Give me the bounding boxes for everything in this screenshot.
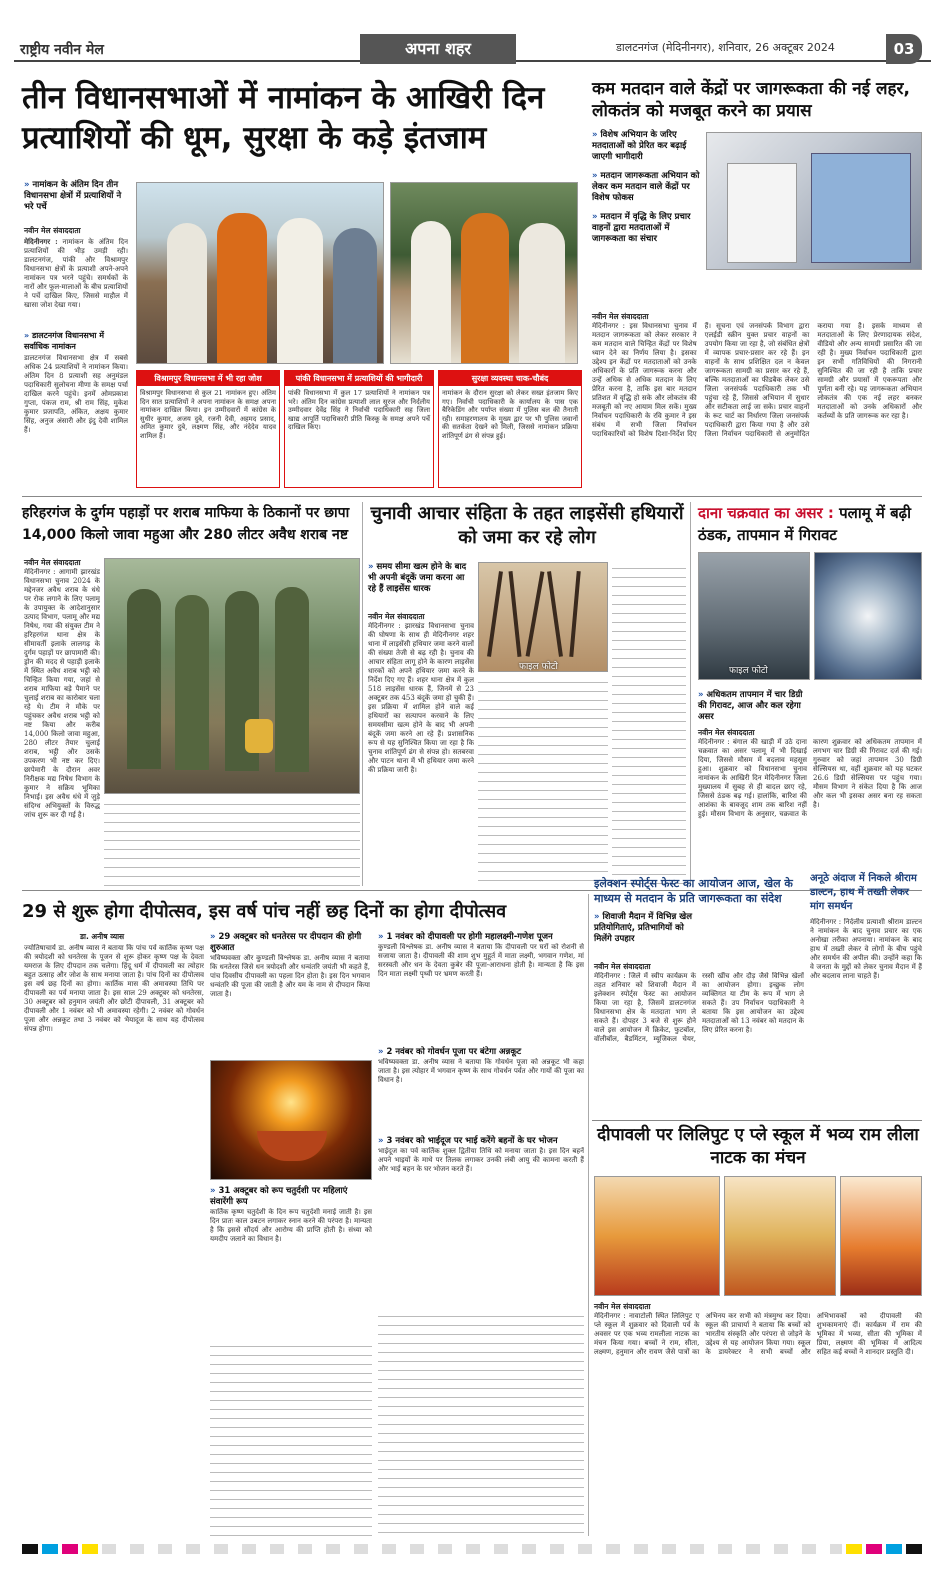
shriram-headline: अनूठे अंदाज में निकले श्रीराम डाल्टन, हाथ में तख्ती लेकर मांग समर्थन — [810, 873, 917, 912]
color-registration-bar — [22, 1544, 922, 1554]
deepotsav-body-3: कुण्डली विश्लेषक डा. अनीष व्यास ने बताया कि दीपावली पर घरों को रोशनी से सजाया जाता है। दीपावली की शाम शुभ मुहूर्त में माता लक्ष्मी, भगवान गणेश, मां सरस्वती और धन के देवता कुबेर की पूजा-आराधना होती है। मान्यता है कि इस दिन माता लक्ष्मी पृथ्वी पर भ्रमण करती हैं। — [378, 943, 584, 978]
liquor-headline: हरिहरगंज के दुर्गम पहाड़ों पर शराब माफिया के ठिकानों पर छापा 14,000 किलो जावा महुआ और 280 लीटर अवैध शराब नष्ट — [22, 505, 350, 543]
sports-body: मेदिनीनगर : जिले में स्वीप कार्यक्रम के तहत शनिवार को शिवाजी मैदान में इलेक्शन स्पोर्ट्स फेस्ट का आयोजन किया जा रहा है, जिसमें डालटनगंज विधानसभा क्षेत्र के मतदाता भाग ले सकते हैं। दोपहर 3 बजे से शुरू होने वाले इस आयोजन में क्रिकेट, फुटबॉल, वॉलीबॉल, बैडमिंटन, म्यूजिकल चेयर, रस्सी खींच और दौड़ जैसे विभिन्न खेलों का आयोजन होगा। इच्छुक लोग व्यक्तिगत या टीम के रूप में भाग ले सकते हैं। उप निर्वाचन पदाधिकारी ने बताया कि इस आयोजन का उद्देश्य मतदाताओं को 13 नवंबर को मतदान के लिए प्रेरित करना है। — [594, 972, 804, 1043]
arms-byline: नवीन मेल संवाददाता — [368, 612, 425, 621]
evm-ballot-unit — [811, 153, 911, 263]
liquor-body-continued — [104, 798, 360, 886]
deepotsav-column-2-continued — [210, 1340, 372, 1536]
lilliput-byline: नवीन मेल संवाददाता — [594, 1302, 651, 1311]
voter-photo-evm — [706, 132, 922, 270]
deepotsav-body-5: भाईदूज का पर्व कार्तिक शुक्ल द्वितीया तिथि को मनाया जाता है। इस दिन बहनें अपने भाइयों के माथे पर तिलक लगाकर उनकी लंबी आयु की कामना करती हैं और भाई बहन के घर भोजन करते हैं। — [378, 1147, 584, 1173]
deepotsav-body-1: भविष्यवक्ता और कुण्डली विश्लेषक डा. अनीष व्यास ने बताया कि धनतेरस जिसे धन त्रयोदशी और धन्वंतरि जयंती भी कहते हैं, पांच दिवसीय दीपावली का पहला दिन होता है। इस दिन भगवान धन्वंतरि की पूजा की जाती है और यम के नाम से दीपदान किया जाता है। — [210, 954, 370, 998]
voter-headline: कम मतदान वाले केंद्रों पर जागरूकता की नई लहर, लोकतंत्र को मजबूत करने का प्रयास — [592, 79, 910, 121]
photo-figure — [277, 218, 323, 363]
photo-figure — [333, 228, 377, 363]
divider — [690, 502, 691, 886]
deepotsav-diya-photo — [210, 1060, 372, 1180]
lead-byline: नवीन मेल संवाददाता — [24, 226, 81, 235]
photo-rifle — [509, 571, 522, 657]
photo-figure — [519, 223, 565, 364]
photo-rifle — [547, 571, 563, 657]
liquor-byline: नवीन मेल संवाददाता — [24, 558, 81, 567]
reg-magenta — [866, 1544, 882, 1554]
shriram-body: मेदिनीनगर : निर्दलीय प्रत्याशी श्रीराम डाल्टन ने नामांकन के बाद चुनाव प्रचार का एक अनोखा तरीका अपनाया। नामांकन के बाद हाथ में तख्ती लेकर वे लोगों के बीच पहुंचे और समर्थन की अपील की। उन्होंने कहा कि वे जनता के मुद्दों को लेकर चुनाव मैदान में हैं और बदलाव लाना चाहते हैं। — [810, 918, 922, 980]
lead-headline: तीन विधानसभाओं में नामांकन के आखिरी दिन प्रत्याशियों की धूम, सुरक्षा के कड़े इंतजाम — [22, 80, 545, 156]
section-title: अपना शहर — [360, 34, 516, 64]
deepotsav-column-2b — [210, 1186, 372, 1318]
photo-soldier — [127, 589, 161, 769]
voter-point: » विशेष अभियान के जरिए मतदाताओं को प्रेरित कर बढ़ाई जाएगी भागीदारी — [592, 130, 700, 163]
lead-subhead: » नामांकन के अंतिम दिन तीन विधानसभा क्षेत्रों में प्रत्याशियों ने भरे पर्चे — [24, 180, 128, 213]
diya-lamp — [257, 1131, 327, 1161]
cyclone-photo-storm — [698, 552, 810, 680]
arms-subhead: » समय सीमा खत्म होने के बाद भी अपनी बंदूकें जमा करना आ रहे हैं लाइसेंस धारक — [368, 562, 474, 595]
photo-figure — [411, 221, 451, 364]
cyclone-headline-text: पलामू में बढ़ी ठंडक, तापमान में गिरावट — [698, 504, 912, 544]
deepotsav-body-4: भविष्यवक्ता डा. अनीष व्यास ने बताया कि गोवर्धन पूजा को अन्नकूट भी कहा जाता है। इस त्योहार में भगवान कृष्ण के साथ गोवर्धन पर्वत और गायों की पूजा का विधान है। — [378, 1058, 584, 1084]
lead-body — [24, 237, 128, 329]
voter-point: » मतदान में वृद्धि के लिए प्रचार वाहनों द्वारा मतदाताओं में जागरूकता का संचार — [592, 212, 700, 245]
arms-body: मेदिनीनगर : झारखंड विधानसभा चुनाव की घोषणा के साथ ही मेदिनीनगर शहर थाना में लाइसेंसी हथियार जमा करने वालों की संख्या तेजी से बढ़ रही है। चुनाव की आचार संहिता लागू होने के कारण लाइसेंस धारकों को अपने हथियार जमा करने के निर्देश दिए गए हैं। शहर थाना क्षेत्र में कुल 518 लाइसेंस धारक हैं, जिनमें से 23 अक्टूबर तक 453 बंदूकें जमा हो चुकी हैं। इस प्रक्रिया में शामिल होने वाले कई हथियारों का सत्यापन करवाने के लिए समयसीमा खत्म होने के बाद भी अपनी बंदूकें जमा करने आ रहे हैं। प्रशासनिक रूप से यह सुनिश्चित किया जा रहा है कि चुनाव शांतिपूर्ण ढंग से संपन्न हो। सतबरवा और पाटन थाना में भी हथियार जमा करने की प्रक्रिया जारी है। — [368, 622, 474, 774]
deepotsav-headline: 29 से शुरू होगा दीपोत्सव, इस वर्ष पांच नहीं छह दिनों का होगा दीपोत्सव — [22, 901, 507, 922]
box-security-title: सुरक्षा व्यवस्था चाक-चौबंद — [439, 371, 581, 386]
box-panki — [284, 370, 434, 488]
photo-rifle — [569, 571, 580, 657]
cyclone-body: मेदिनीनगर : बंगाल की खाड़ी में उठे दाना चक्रवात का असर पलामू में भी दिखाई दिया, जिससे मौसम में बदलाव महसूस हुआ। शुक्रवार को विधानसभा चुनाव नामांकन के आखिरी दिन मेदिनीनगर जिला मुख्यालय में सुबह से ही बादल छाए रहे, जिससे ठंडक बढ़ गई। हालांकि, बारिश की आशंका के बावजूद शाम तक बारिश नहीं हुई। मौसम विभाग के अनुसार, चक्रवात के कारण शुक्रवार को अधिकतम तापमान में लगभग चार डिग्री की गिरावट दर्ज की गई। गुरुवार को जहां तापमान 30 डिग्री सेल्सियस था, वहीं शुक्रवार को यह घटकर 26.6 डिग्री सेल्सियस पर पहुंच गया। मौसम विभाग ने संकेत दिया है कि आज और कल भी इसका असर बना रह सकता है। — [698, 738, 922, 818]
arms-body-column — [612, 562, 686, 886]
box-panki-body: पांकी विधानसभा में कुल 17 प्रत्याशियों ने नामांकन पत्र भरे। अंतिम दिन कांग्रेस प्रत्याशी लाल सूरज और निर्दलीय उम्मीदवार देवेंद्र सिंह ने निर्वाची पदाधिकारी सह जिला खाद्य आपूर्ति पदाधिकारी प्रीति किस्कू के समक्ष अपने पर्चे दाखिल किए। — [288, 389, 430, 432]
box-vishrampur-title: विश्रामपुर विधानसभा में भी रहा जोश — [137, 371, 279, 386]
reg-cyan — [886, 1544, 902, 1554]
lead-dateline: मेदिनीनगर : — [24, 237, 58, 246]
sports-headline: इलेक्शन स्पोर्ट्स फेस्ट का आयोजन आज, खेल के माध्यम से मतदान के प्रति जागरूकता का संदेश — [594, 877, 793, 905]
deepotsav-subhead-1: » 29 अक्टूबर को धनतेरस पर दीपदान की होगी शुरुआत — [210, 932, 370, 954]
voter-points — [592, 130, 700, 245]
cyclone-subhead: » अधिकतम तापमान में चार डिग्री की गिरावट, आज और कल रहेगा असर — [698, 690, 812, 723]
lead-photo-2 — [390, 182, 578, 364]
liquor-photo — [104, 558, 360, 794]
box-vishrampur — [136, 370, 280, 488]
reg-yellow — [82, 1544, 98, 1554]
arms-headline: चुनावी आचार संहिता के तहत लाइसेंसी हथियारों को जमा कर रहे लोग — [370, 503, 684, 548]
arms-photo — [478, 562, 608, 672]
cyclone-headline-accent: दाना चक्रवात का असर : — [698, 504, 834, 522]
lilliput-photo-1 — [594, 1176, 720, 1296]
reg-black — [906, 1544, 922, 1554]
newspaper-logo: राष्ट्रीय नवीन मेल — [20, 42, 104, 58]
lead-subhead-2: » डालटनगंज विधानसभा में सर्वाधिक नामांकन — [24, 330, 128, 352]
divider — [22, 496, 922, 497]
box-panki-title: पांकी विधानसभा में प्रत्याशियों की भागीदारी — [285, 371, 433, 386]
reg-magenta — [62, 1544, 78, 1554]
photo-figure — [167, 223, 207, 363]
deepotsav-subhead-5: » 3 नवंबर को भाईदूज पर भाई करेंगे बहनों के घर भोजन — [378, 1136, 584, 1147]
lilliput-body: मेदिनीनगर : नावाटोली स्थित लिलिपुट ए प्ले स्कूल में शुक्रवार को दिवाली पर्व के अवसर पर एक भव्य रामलीला नाटक का मंचन किया गया। बच्चों ने राम, सीता, लक्ष्मण, हनुमान और रावण जैसे पात्रों का अभिनय कर सभी को मंत्रमुग्ध कर दिया। स्कूल की प्राचार्या ने बताया कि बच्चों को भारतीय संस्कृति और परंपरा से जोड़ने के उद्देश्य से यह आयोजन किया गया। स्कूल के डायरेक्टर ने सभी बच्चों और अभिभावकों को दीपावली की शुभकामनाएं दीं। कार्यक्रम में राम की भूमिका में भव्या, सीता की भूमिका में प्रिया, लक्ष्मण की भूमिका में आदित्य सहित कई बच्चों ने शानदार प्रस्तुति दी। — [594, 1312, 922, 1356]
cyclone-photo-satellite — [814, 552, 922, 680]
deepotsav-column-3 — [378, 932, 584, 1217]
lilliput-headline: दीपावली पर लिलिपुट ए प्ले स्कूल में भव्य राम लीला नाटक का मंचन — [597, 1125, 919, 1168]
deepotsav-subhead-3: » 1 नवंबर को दीपावली पर होगी महालक्ष्मी-गणेश पूजन — [378, 932, 584, 943]
arms-body-continued — [478, 676, 608, 886]
photo-soldier — [275, 587, 309, 772]
box-vishrampur-body: विश्रामपुर विधानसभा से कुल 21 नामांकन हुए। अंतिम दिन सात प्रत्याशियों ने अपना नामांकन के समक्ष अपना नामांकन दाखिल किया। इन उम्मीदवारों में कांग्रेस के सुधीर कुमार, अजय दुबे, रजनी देवी, अहमद प्रसाद, अमित कुमार दुबे, लक्ष्मण सिंह, और नंदेदेव यादव शामिल हैं। — [140, 389, 276, 440]
box-security-body: नामांकन के दौरान सुरक्षा को लेकर सख्त इंतजाम किए गए। निर्वाची पदाधिकारी के कार्यालय के पास एक बैरिकेडिंग और पर्याप्त संख्या में पुलिस बल की तैनाती रही। समाहरणालय के मुख्य द्वार पर भी पुलिस जवानों की सतर्कता देखने को मिली, जिससे नामांकन प्रक्रिया शांतिपूर्ण ढंग से संपन्न हुई। — [442, 389, 578, 440]
lead-body-text: नामांकन के अंतिम दिन प्रत्याशियों की भीड़ उमड़ी रही। डालटनगंज, पांकी और विश्रामपुर विधानसभा क्षेत्रों के प्रत्याशी अपने-अपने नामांकन पत्र भरने पहुंचे। समर्थकों के नारों और फूल-मालाओं के बीच प्रत्याशियों ने पर्चे दाखिल किए, जिससे माहौल में खासा जोश देखा गया। — [24, 238, 128, 309]
deepotsav-byline: डा. अनीष व्यास — [80, 932, 125, 941]
page-number: 03 — [886, 34, 922, 64]
deepotsav-body: ज्योतिषाचार्य डा. अनीष व्यास ने बताया कि पांच पर्व कार्तिक कृष्ण पक्ष की त्रयोदशी को धनतेरस के पूजन से शुरू होकर कृष्ण पक्ष के देवता यमराज के लिए दीपदान तक चलेगा। हिंदू धर्म में दीपावली का त्योहार बहुत उत्साह और जोश के साथ मनाया जाता है। पांच दिनों का दीपोत्सव इस वर्ष छह दिनों का होगा। कार्तिक मास की अमावस्या तिथि पर दीपावली का पर्व मनाया जाता है। इस साल 29 अक्टूबर को धनतेरस, 30 अक्टूबर को हनुमान जयंती और छोटी दीपावली, 31 अक्टूबर को दीपावली और 1 नवंबर को भी अमावस्या रहेगी। 2 नवंबर को गोवर्धन पूजा और अन्नकूट तथा 3 नवंबर को भैयादूज के साथ यह दीपोत्सव संपन्न होगा। — [24, 944, 204, 1033]
voter-body: मेदिनीनगर : इस विधानसभा चुनाव में मतदान जागरूकता को लेकर सरकार ने कम मतदान वाले चिन्हित केंद्रों पर विशेष ध्यान देने का निर्णय लिया है। इसका उद्देश्य इन केंद्रों पर मतदाताओं को उनके अधिकारों के प्रति जागरूक करना और उन्हें अधिक से अधिक मतदान के लिए प्रेरित करना है, ताकि इस बार मतदान प्रतिशत में वृद्धि हो सके और लोकतंत्र की मजबूती को नए आयाम मिल सकें। मुख्य निर्वाचन पदाधिकारी के रवि कुमार ने इस संबंध में सभी जिला निर्वाचन पदाधिकारियों को विशेष दिशा-निर्देश दिए हैं। सूचना एवं जनसंपर्क विभाग द्वारा एलईडी स्क्रीन युक्त प्रचार वाहनों का उपयोग किया जा रहा है, जो संबंधित क्षेत्रों में व्यापक प्रचार-प्रसार कर रहे हैं। इन वाहनों के साथ प्रशिक्षित दल न केवल जागरूकता सामग्री का प्रसार कर रहे हैं, बल्कि मतदाताओं का फीडबैक लेकर उसे जिला जनसंपर्क पदाधिकारी तक भी पहुंचा रहे हैं, जिससे अभियान में सुधार और सटीकता लाई जा सके। प्रचार वाहनों के रूट चार्ट का निर्धारण जिला जनसंपर्क पदाधिकारी द्वारा किया गया है और उसे जिला निर्वाचन पदाधिकारी से अनुमोदित कराया गया है। इसके माध्यम से मतदाताओं के लिए प्रेरणादायक संदेश, वीडियो और अन्य सामग्री प्रसारित की जा रही है। मुख्य निर्वाचन पदाधिकारी द्वारा इन सभी गतिविधियों की निगरानी सुनिश्चित की जा रही है ताकि प्रचार सामग्री और प्रयासों में एकरूपता और पूर्णता बनी रहे। यह जागरूकता अभियान लोकतंत्र की एक नई लहर बनकर मतदाताओं को उनके अधिकारों और कर्तव्यों के प्रति जागरूक कर रहा है। — [592, 322, 922, 438]
voter-byline: नवीन मेल संवाददाता — [592, 312, 649, 321]
deepotsav-subhead-2: » 31 अक्टूबर को रूप चतुर्दशी पर महिलाएं संवारेंगी रूप — [210, 1186, 372, 1208]
deepotsav-subhead-4: » 2 नवंबर को गोवर्धन पूजा पर बंटेगा अन्नकूट — [378, 1047, 584, 1058]
divider — [362, 502, 363, 886]
photo-figure-garland — [217, 213, 267, 363]
photo-soldier — [175, 595, 209, 770]
reg-cyan — [42, 1544, 58, 1554]
liquor-body: मेदिनीनगर : आगामी झारखंड विधानसभा चुनाव 2024 के मद्देनजर अवैध शराब के धंधे पर रोक लगाने के लिए पलामू के उपायुक्त के आदेशानुसार उत्पाद विभाग, पलामू और मद्य निषेध, गया की संयुक्त टीम ने हरिहरगंज थाना क्षेत्र के सीमावर्ती इलाके लालगढ़ के दुर्गम पहाड़ों पर छापामारी की। ड्रोन की मदद से पहाड़ी इलाके में स्थित अवैध शराब भट्ठी को चिन्हित किया गया, जहां से शराब माफिया बड़े पैमाने पर चुलाई शराब का कारोबार चला रहे थे। टीम ने मौके पर पहुंचकर अवैध शराब भट्ठी को नष्ट किया और करीब 14,000 किलो जावा महुआ, 280 लीटर तैयार चुलाई शराब, भट्ठी और उसके उपकरण भी नष्ट कर दिए। छापेमारी के दौरान अवर निरीक्षक मद्य निषेध विभाग के कुमार ने सक्रिय भूमिका निभाई। इस अवैध धंधे में जुड़े संदिग्ध अभियुक्तों के विरुद्ध जांच शुरू कर दी गई है। — [24, 568, 100, 819]
deepotsav-body-2: कार्तिक कृष्ण चतुर्दशी के दिन रूप चतुर्दशी मनाई जाती है। इस दिन प्रातः काल उबटन लगाकर स्नान करने की परंपरा है। मान्यता है कि इससे सौंदर्य और आरोग्य की प्राप्ति होती है। संध्या को यमदीप जलाने का विधान है। — [210, 1208, 372, 1243]
box-security — [438, 370, 582, 488]
reg-black — [22, 1544, 38, 1554]
photo-rifle — [526, 571, 545, 656]
lead-photo-1 — [136, 182, 384, 364]
sports-byline: नवीन मेल संवाददाता — [594, 962, 651, 971]
cyclone-headline — [698, 502, 922, 546]
sports-subhead: » शिवाजी मैदान में विभिन्न खेल प्रतियोगिताएं, प्रतिभागियों को मिलेंगे उपहार — [594, 912, 698, 945]
arms-photo-label: फाइल फोटो — [519, 662, 558, 672]
reg-strip — [102, 1544, 842, 1554]
photo-figure-garland — [461, 213, 509, 364]
voter-point: » मतदान जागरूकता अभियान को लेकर कम मतदान वाले केंद्रों पर विशेष फोकस — [592, 171, 700, 204]
lilliput-photo-2 — [724, 1176, 836, 1296]
lead-body-2: डालटनगंज विधानसभा क्षेत्र में सबसे अधिक 24 प्रत्याशियों ने नामांकन किया। अंतिम दिन 8 प्रत्याशी सह अनुमंडल पदाधिकारी सुलोचना मीणा के समक्ष पर्चा दाखिल करने पहुंचे। इनमें ओमप्रकाश गुप्ता, पंकज राम, श्री राम सिंह, मुकेश कुमार प्रजापति, अंकित, अक्षय कुमार सिंह, अनुज अंसारी और इंदु देवी शामिल हैं। — [24, 354, 128, 434]
cyclone-photo-label: फाइल फोटो — [729, 666, 768, 676]
reg-yellow — [846, 1544, 862, 1554]
evm-machine — [727, 163, 797, 263]
photo-rifle — [487, 571, 503, 657]
deepotsav-column-2 — [210, 932, 370, 1044]
divider — [588, 894, 589, 1536]
lilliput-photo-3 — [840, 1176, 922, 1296]
page-dateline: डालटनगंज (मेदिनीनगर), शनिवार, 26 अक्टूबर 2024 — [616, 41, 835, 54]
deepotsav-column-3-continued — [378, 1310, 584, 1536]
divider — [592, 1120, 922, 1121]
photo-container — [245, 719, 273, 753]
cyclone-byline: नवीन मेल संवाददाता — [698, 728, 755, 737]
